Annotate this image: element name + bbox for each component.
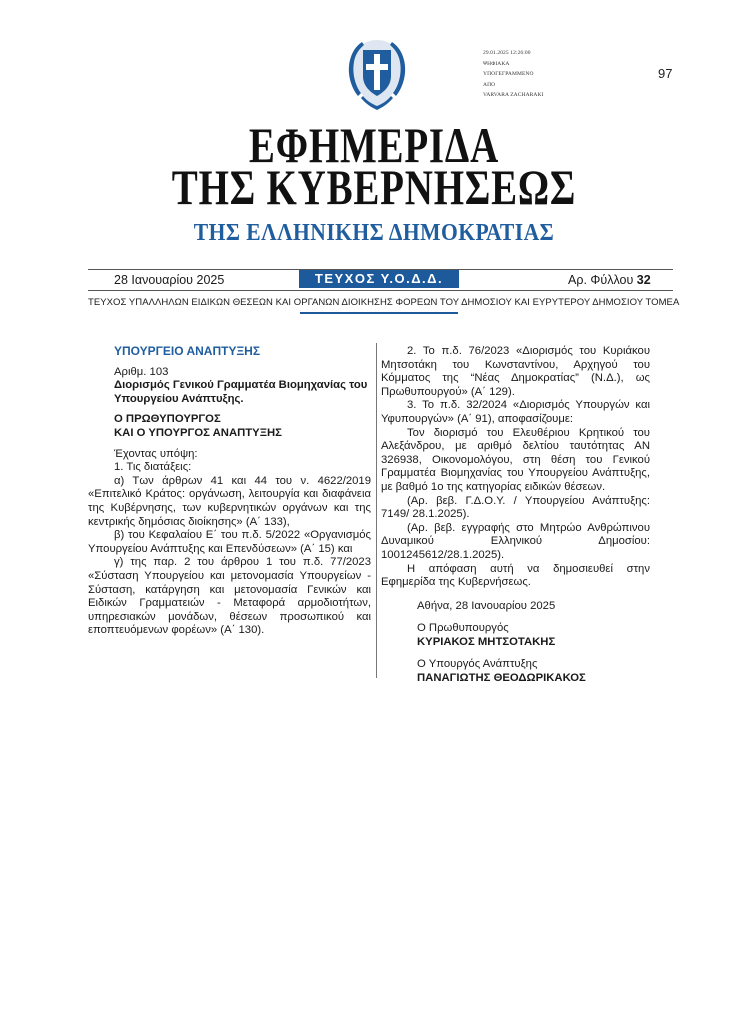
reference-2: (Αρ. βεβ. εγγραφής στο Μητρώο Ανθρώπινου Δυναμικού Ελληνικού Δημοσίου: 1001245612/28.1.2025). bbox=[381, 521, 650, 561]
masthead-subtitle: ΤΗΣ ΕΛΛΗΝΙΚΗΣ ΔΗΜΟΚΡΑΤΙΑΣ bbox=[193, 220, 555, 246]
item-1a: α) Των άρθρων 41 και 44 του ν. 4622/2019 «Επιτελικό Κράτος: οργάνωση, λειτουργία και διαφάνεια της Κυβέρνησης, των κυβερνητικών οργάνων και της κεντρικής δημόσιας διοίκησης» (Α΄ 133), bbox=[88, 474, 371, 528]
item-3: 3. Το π.δ. 32/2024 «Διορισμός Υπουργών και Υφυπουργών» (Α΄ 91), αποφασίζουμε: bbox=[381, 399, 650, 425]
greek-coat-of-arms-icon bbox=[344, 36, 410, 112]
left-column bbox=[88, 345, 371, 638]
publication-order: Η απόφαση αυτή να δημοσιευθεί στην Εφημερίδα της Κυβερνήσεως. bbox=[381, 562, 650, 589]
decision-title: Διορισμός Γενικού Γραμματέα Βιομηχανίας του Υπουργείου Ανάπτυξης. bbox=[114, 379, 368, 405]
signature-line: VARVARA ZACHARAKI bbox=[483, 92, 544, 99]
signature-line: ΑΠΟ bbox=[483, 81, 496, 88]
item-1: 1. Τις διατάξεις: bbox=[114, 461, 192, 474]
pm-name: ΚΥΡΙΑΚΟΣ ΜΗΤΣΟΤΑΚΗΣ bbox=[417, 635, 556, 648]
issue-date: 28 Ιανουαρίου 2025 bbox=[114, 273, 225, 287]
reference-1: (Αρ. βεβ. Γ.Δ.Ο.Υ. / Υπουργείου Ανάπτυξης: 7149/ 28.1.2025). bbox=[381, 494, 650, 521]
item-1c: γ) της παρ. 2 του άρθρου 1 του π.δ. 77/2023 «Σύσταση Υπουργείου και μετονομασία Υπουργείων - Σύσταση, κατάργηση και μετονομασία Γενικών και Ειδικών Γραμματειών - Μεταφορά αρμοδιοτήτων, υπηρεσιακών μονάδων, θέσεων προσωπικού και εποπτευόμενων φορέων» (Α΄ 130). bbox=[88, 556, 371, 637]
page-number: 97 bbox=[658, 66, 673, 81]
sheet-value: 32 bbox=[636, 273, 651, 287]
having-regard: Έχοντας υπόψη: bbox=[114, 447, 198, 460]
digital-signature-stamp bbox=[483, 48, 544, 101]
item-1b: β) του Κεφαλαίου Ε΄ του π.δ. 5/2022 «Οργανισμός Υπουργείου Ανάπτυξης και Επενδύσεων» (Α΄ 15) και bbox=[88, 529, 371, 555]
sheet-number bbox=[568, 273, 651, 287]
header-rule-bottom bbox=[88, 290, 673, 291]
appointment-text: Τον διορισμό του Ελευθέριου Κρητικού του Αλεξάνδρου, με αριθμό δελτίου ταυτότητας ΑΝ 326938, Οικονομολόγου, στη θέση του Γενικού Γραμματέα Βιομηχανίας του Υπουργείου Ανάπτυξης, με βαθμό 1ο της κατηγορίας ειδικών θέσεων. bbox=[381, 426, 650, 493]
subtitle-underline bbox=[300, 312, 458, 314]
issue-type-badge: ΤΕΥΧΟΣ Υ.Ο.Δ.Δ. bbox=[299, 270, 459, 288]
masthead-title-line1: ΕΦΗΜΕΡΙΔΑ bbox=[248, 117, 500, 173]
sheet-label: Αρ. Φύλλου bbox=[568, 273, 634, 287]
item-2: 2. Το π.δ. 76/2023 «Διορισμός του Κυριάκου Μητσοτάκη του Κωνσταντίνου, Αρχηγού του Κόμματος της “Νέας Δημοκρατίας” (Ν.Δ.), ως Πρωθυπουργού» (Α΄ 129). bbox=[381, 345, 650, 398]
decision-number: Αριθμ. 103 bbox=[114, 365, 169, 378]
signature-line: ΥΠΟΓΕΓΡΑΜΜΕΝΟ bbox=[483, 71, 534, 78]
signature-line: 29.01.2025 12:26:00 bbox=[483, 50, 531, 56]
issuer-line2: ΚΑΙ Ο ΥΠΟΥΡΓΟΣ ΑΝΑΠΤΥΞΗΣ bbox=[114, 426, 282, 439]
pm-title: Ο Πρωθυπουργός bbox=[417, 622, 509, 635]
ministry-heading: ΥΠΟΥΡΓΕΙΟ ΑΝΑΠΤΥΞΗΣ bbox=[114, 344, 261, 358]
issue-subtitle: ΤΕΥΧΟΣ ΥΠΑΛΛΗΛΩΝ ΕΙΔΙΚΩΝ ΘΕΣΕΩΝ ΚΑΙ ΟΡΓΑΝΩΝ ΔΙΟΙΚΗΣΗΣ ΦΟΡΕΩΝ ΤΟΥ ΔΗΜΟΣΙΟΥ ΚΑΙ ΕΥΡΥΤΕΡΟΥ ΔΗΜΟΣΙΟΥ ΤΟΜΕΑ bbox=[88, 297, 680, 308]
signature-line: ΨΗΦΙΑΚΑ bbox=[483, 60, 510, 67]
masthead-title-line2: ΤΗΣ ΚΥΒΕΡΝΗΣΕΩΣ bbox=[171, 159, 577, 215]
column-divider bbox=[376, 343, 377, 678]
minister-title: Ο Υπουργός Ανάπτυξης bbox=[417, 658, 538, 671]
place-date: Αθήνα, 28 Ιανουαρίου 2025 bbox=[417, 599, 556, 612]
minister-name: ΠΑΝΑΓΙΩΤΗΣ ΘΕΟΔΩΡΙΚΑΚΟΣ bbox=[417, 672, 586, 685]
issuer-line1: Ο ΠΡΩΘΥΠΟΥΡΓΟΣ bbox=[114, 413, 221, 426]
right-column bbox=[381, 345, 650, 686]
